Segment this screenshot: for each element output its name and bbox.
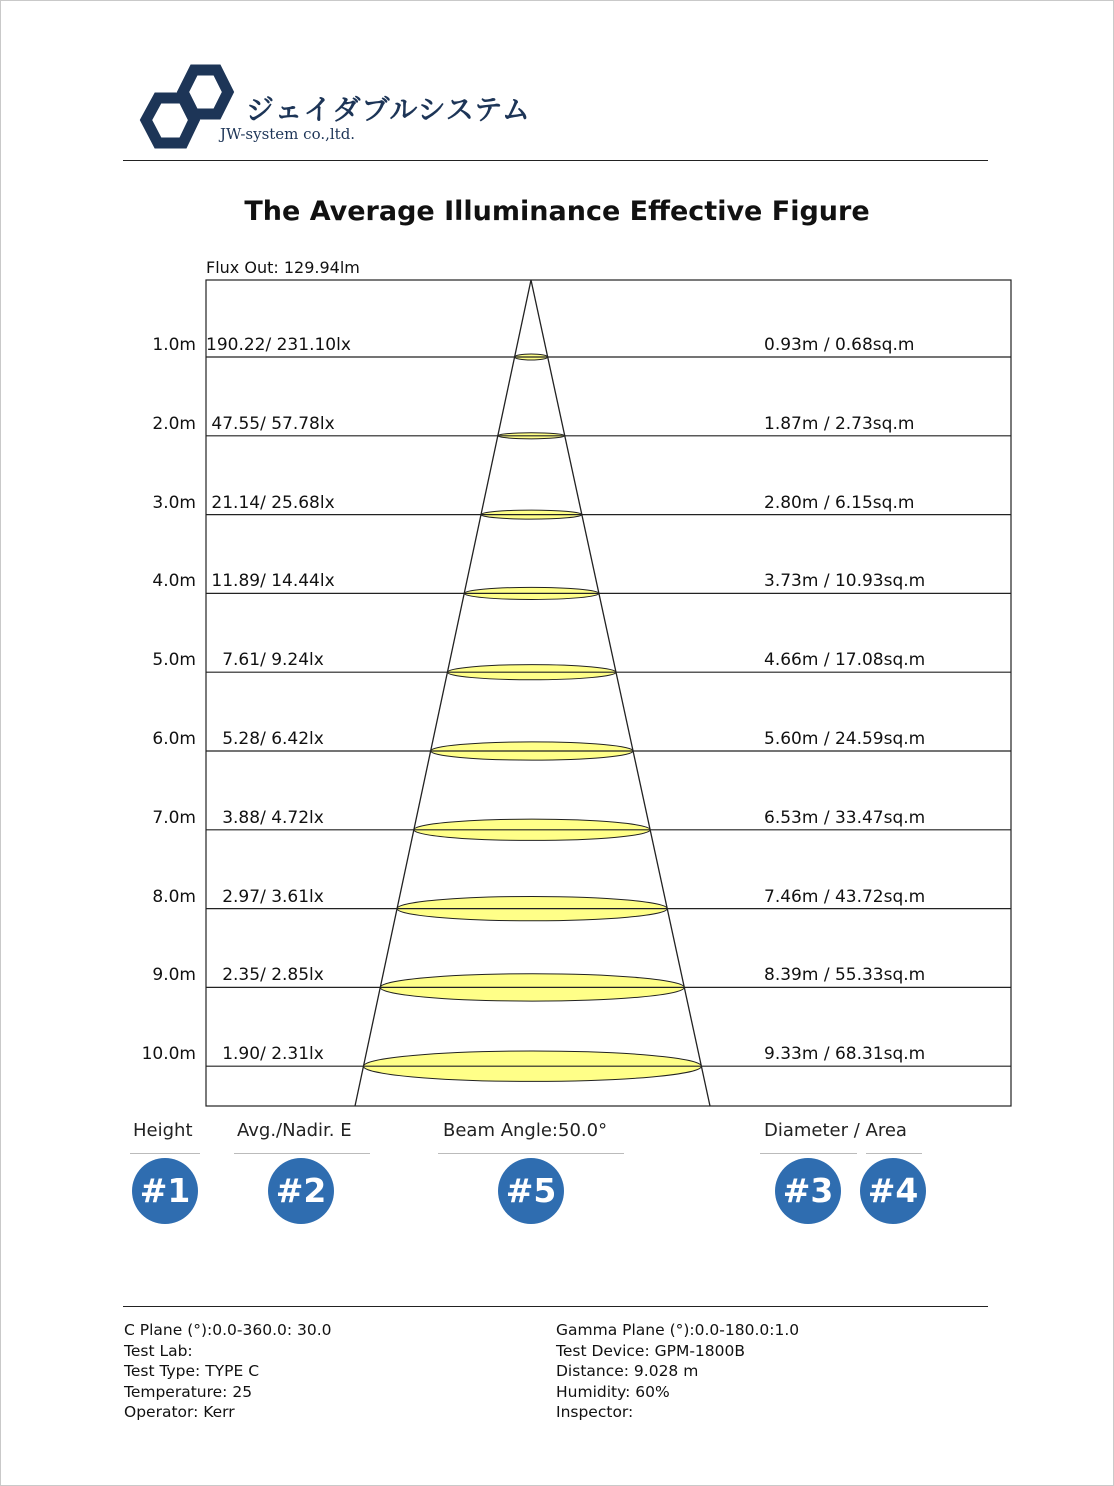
legend-underline-height [130, 1153, 200, 1154]
height-label: 7.0m [152, 807, 196, 828]
badge-4: #4 [860, 1158, 926, 1224]
diameter-area-label: 6.53m / 33.47sq.m [764, 807, 926, 828]
height-label: 4.0m [152, 571, 196, 592]
height-label: 5.0m [152, 650, 196, 671]
badge-1: #1 [132, 1158, 198, 1224]
footer-temperature: Temperature: 25 [124, 1382, 253, 1401]
legend-diameter-area: Diameter / Area [764, 1120, 907, 1141]
legend-beam-angle: Beam Angle:50.0° [443, 1120, 608, 1141]
footer-divider [123, 1306, 988, 1307]
footer-right [556, 1320, 799, 1423]
illuminance-label: 2.97/ 3.61lx [206, 886, 324, 907]
flux-out-label: Flux Out: 129.94lm [206, 258, 360, 277]
page-title: The Average Illuminance Effective Figure [244, 196, 870, 227]
height-label: 10.0m [141, 1044, 196, 1065]
footer-c-plane: C Plane (°):0.0-360.0: 30.0 [124, 1321, 332, 1339]
footer-gamma-plane: Gamma Plane (°):0.0-180.0:1.0 [556, 1321, 800, 1339]
badge-3: #3 [775, 1158, 841, 1224]
height-label: 6.0m [152, 729, 196, 749]
footer-distance: Distance: 9.028 m [556, 1362, 699, 1380]
illuminance-label: 190.22/ 231.10lx [206, 335, 351, 355]
illuminance-label: 21.14/ 25.68lx [206, 492, 335, 513]
badge-2: #2 [268, 1158, 334, 1224]
illuminance-label: 2.35/ 2.85lx [206, 965, 324, 986]
diameter-area-label: 7.46m / 43.72sq.m [764, 886, 926, 907]
footer-operator: Operator: Kerr [124, 1403, 235, 1421]
height-label: 2.0m [152, 413, 196, 434]
illuminance-label: 1.90/ 2.31lx [206, 1044, 324, 1065]
diameter-area-label: 9.33m / 68.31sq.m [764, 1044, 926, 1065]
footer-inspector: Inspector: [556, 1403, 634, 1421]
badge-5: #5 [498, 1158, 564, 1224]
legend-underline-beam [438, 1153, 624, 1154]
height-label: 9.0m [152, 965, 196, 986]
footer-test-device: Test Device: GPM-1800B [556, 1341, 746, 1360]
height-label: 1.0m [152, 335, 196, 355]
height-label: 3.0m [152, 492, 196, 513]
brand-name-japanese: ジェイダブルシステム [246, 93, 531, 126]
legend-height: Height [133, 1120, 193, 1141]
illuminance-label: 7.61/ 9.24lx [206, 650, 324, 671]
diameter-area-label: 2.80m / 6.15sq.m [764, 492, 915, 513]
brand-name-english: JW-system co.,ltd. [220, 125, 356, 143]
legend-underline-area [866, 1153, 922, 1154]
diameter-area-label: 0.93m / 0.68sq.m [764, 335, 915, 355]
footer-humidity: Humidity: 60% [556, 1382, 670, 1401]
diameter-area-label: 8.39m / 55.33sq.m [764, 965, 926, 986]
footer-test-type: Test Type: TYPE C [124, 1362, 260, 1380]
legend-underline-avg [234, 1153, 370, 1154]
height-label: 8.0m [152, 886, 196, 907]
illuminance-label: 47.55/ 57.78lx [206, 413, 335, 434]
diameter-area-label: 5.60m / 24.59sq.m [764, 729, 926, 749]
diameter-area-label: 3.73m / 10.93sq.m [764, 571, 926, 592]
legend-avg-nadir: Avg./Nadir. E [237, 1120, 352, 1141]
footer-test-lab: Test Lab: [124, 1341, 193, 1360]
illuminance-label: 5.28/ 6.42lx [206, 729, 324, 749]
footer-left [124, 1320, 332, 1423]
diameter-area-label: 4.66m / 17.08sq.m [764, 650, 926, 671]
diameter-area-label: 1.87m / 2.73sq.m [764, 413, 915, 434]
illuminance-label: 11.89/ 14.44lx [206, 571, 335, 592]
illuminance-label: 3.88/ 4.72lx [206, 807, 324, 828]
legend-underline-diameter [760, 1153, 857, 1154]
